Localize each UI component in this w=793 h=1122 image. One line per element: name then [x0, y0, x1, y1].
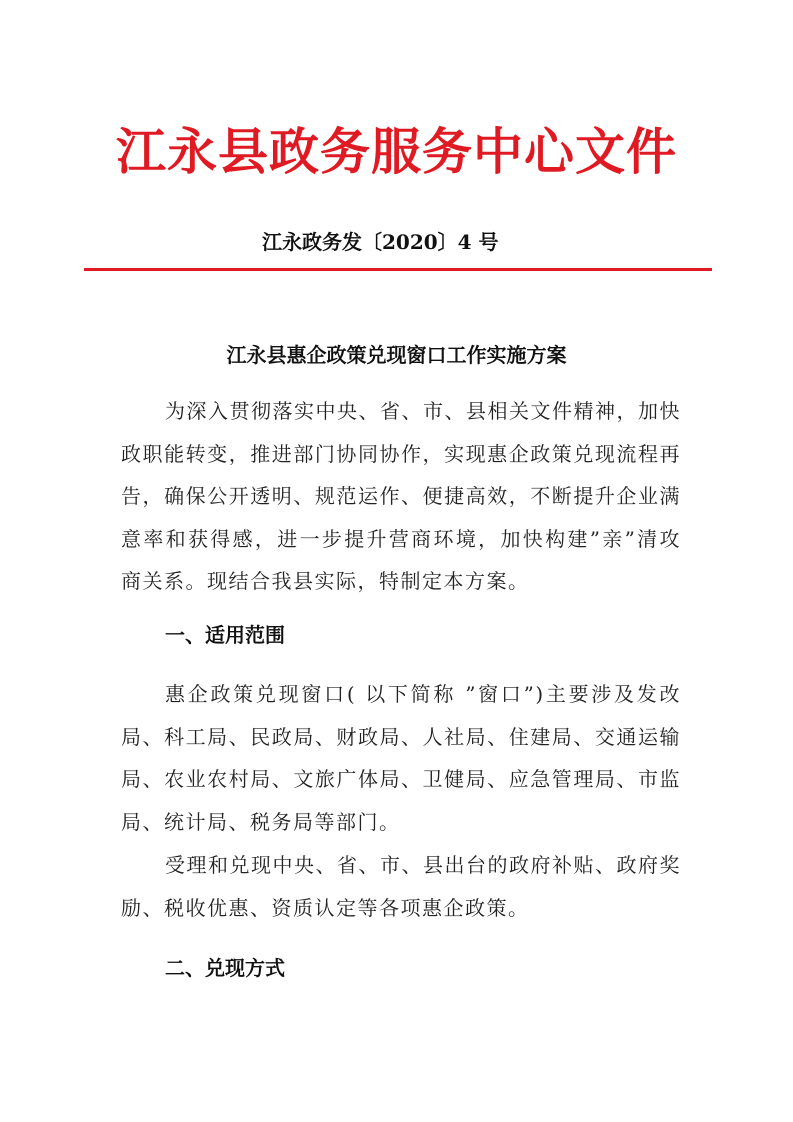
document-title: 江永县惠企政策兑现窗口工作实施方案	[226, 343, 567, 367]
scope-paragraph-departments: 惠企政策兑现窗口( 以下简称 ”窗口”)主要涉及发改局、科工局、民政局、财政局、人社局、住建局、交通运输局、农业农村局、文旅广体局、卫健局、应急管理局、市监局、统计局、税务局等部门。	[121, 682, 681, 834]
document-number: 江永政务发〔2020〕4 号	[262, 230, 499, 254]
header-divider	[84, 268, 712, 271]
intro-paragraph: 为深入贯彻落实中央、省、市、县相关文件精神，加快政职能转变，推进部门协同协作，实现惠企政策兑现流程再告，确保公开透明、规范运作、便捷高效，不断提升企业满意率和获得感，进一步提升营商环境，加快构建”亲”清攻商关系。现结合我县实际，特制定本方案。	[121, 399, 681, 593]
section-heading-scope: 一、适用范围	[165, 623, 285, 647]
section-heading-method: 二、兑现方式	[165, 956, 285, 980]
document-header-title: 江永县政务服务中心文件	[116, 122, 677, 181]
scope-paragraph-policies: 受理和兑现中央、省、市、县出台的政府补贴、政府奖励、税收优惠、资质认定等各项惠企政策。	[121, 853, 681, 920]
